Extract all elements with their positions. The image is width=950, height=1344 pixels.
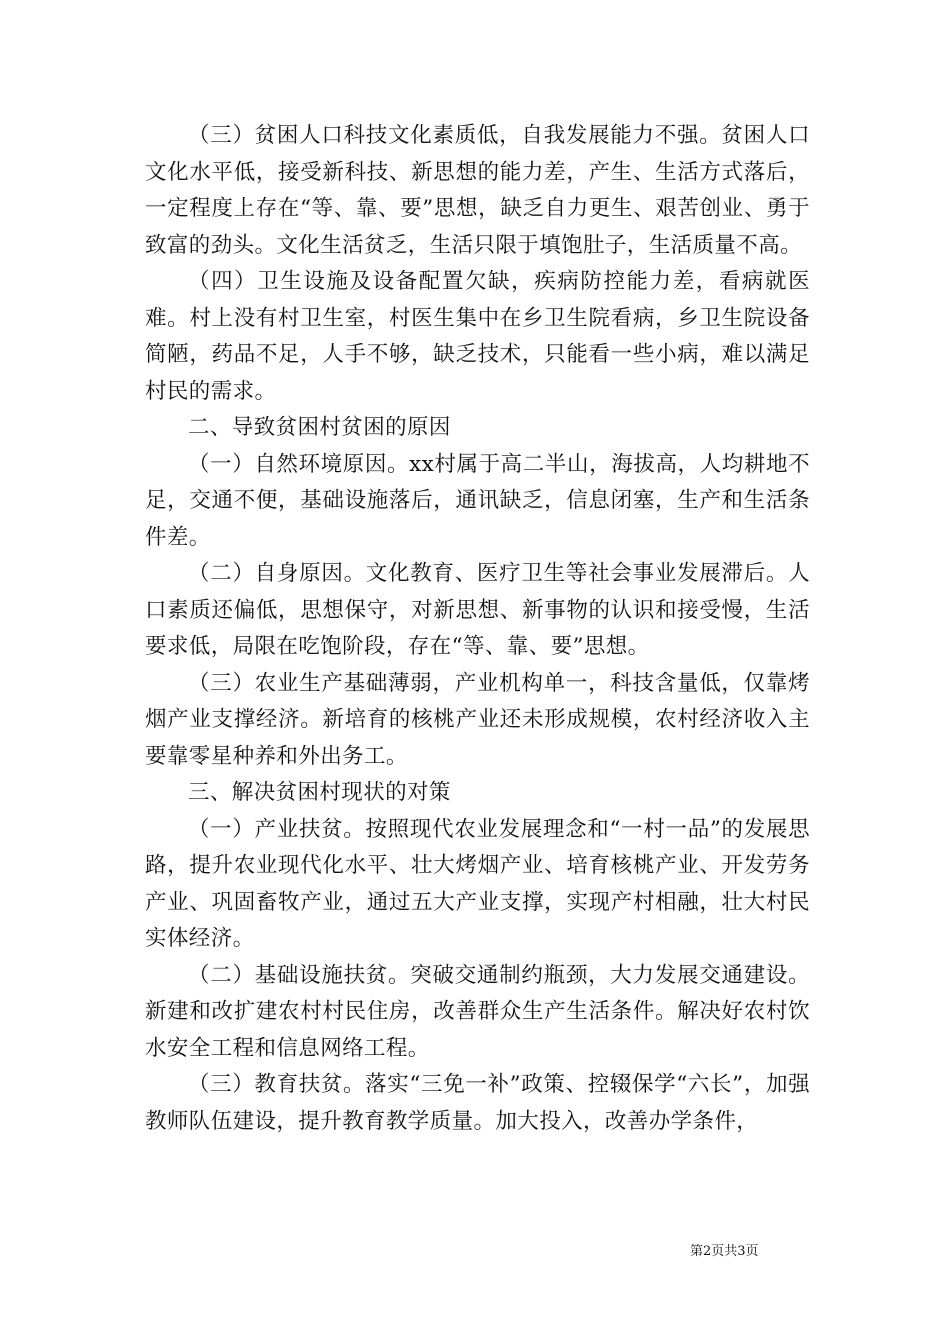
paragraph-infrastructure-poverty-relief: （二）基础设施扶贫。突破交通制约瓶颈，大力发展交通建设。新建和改扩建农村村民住房，改善群众生产生活条件。解决好农村饮水安全工程和信息网络工程。: [145, 962, 810, 1061]
paragraph-natural-environment: （一）自然环境原因。xx村属于高二半山，海拔高，人均耕地不足，交通不便，基础设施落后，通讯缺乏，信息闭塞，生产和生活条件差。: [145, 451, 810, 550]
section-heading-countermeasures: 三、解决贫困村现状的对策: [188, 780, 451, 805]
paragraph-health-facilities: （四）卫生设施及设备配置欠缺，疾病防控能力差，看病就医难。村上没有村卫生室，村医生集中在乡卫生院看病，乡卫生院设备简陋，药品不足，人手不够，缺乏技术，只能看一些小病，难以满足村民的需求。: [145, 269, 810, 404]
page-number: 第2页共3页: [690, 1244, 759, 1259]
paragraph-self-causes: （二）自身原因。文化教育、医疗卫生等社会事业发展滞后。人口素质还偏低，思想保守，对新思想、新事物的认识和接受慢，生活要求低，局限在吃饱阶段，存在“等、靠、要”思想。: [145, 561, 810, 659]
paragraph-agriculture-base: （三）农业生产基础薄弱，产业机构单一，科技含量低，仅靠烤烟产业支撑经济。新培育的核桃产业还未形成规模，农村经济收入主要靠零星种养和外出务工。: [145, 670, 810, 769]
paragraph-education-poverty-relief: （三）教育扶贫。落实“三免一补”政策、控辍保学“六长”，加强教师队伍建设，提升教育教学质量。加大投入，改善办学条件，: [145, 1072, 810, 1134]
document-body: [145, 118, 810, 1140]
paragraph-poverty-culture: （三）贫困人口科技文化素质低，自我发展能力不强。贫困人口文化水平低，接受新科技、新思想的能力差，产生、生活方式落后，一定程度上存在“等、靠、要”思想，缺乏自力更生、艰苦创业、勇于致富的劲头。文化生活贫乏，生活只限于填饱肚子，生活质量不高。: [145, 123, 810, 258]
paragraph-industry-poverty-relief: （一）产业扶贫。按照现代农业发展理念和“一村一品”的发展思路，提升农业现代化水平、壮大烤烟产业、培育核桃产业、开发劳务产业、巩固畜牧产业，通过五大产业支撑，实现产村相融，壮大村民实体经济。: [145, 816, 810, 951]
section-heading-causes: 二、导致贫困村贫困的原因: [188, 415, 451, 440]
